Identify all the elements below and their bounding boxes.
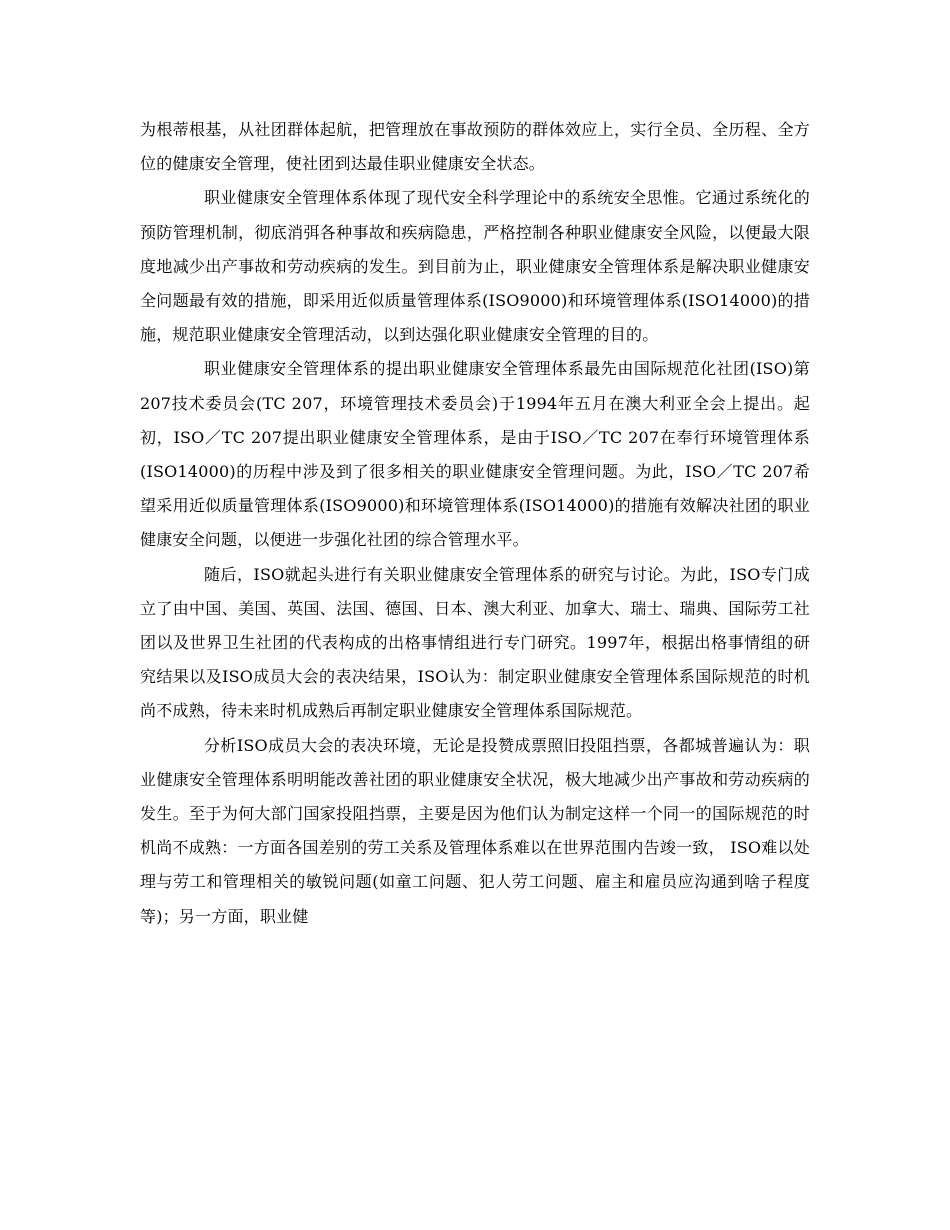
paragraph-3: 职业健康安全管理体系的提出职业健康安全管理体系最先由国际规范化社团(ISO)第207技术委员会(TC 207，环境管理技术委员会)于1994年五月在澳大利亚全会上提出。起初，ISO／TC 207提出职业健康安全管理体系，是由于ISO／TC 207在奉行环境管理体系(ISO14000)的历程中涉及到了很多相关的职业健康安全管理问题。为此，ISO／TC 207希望采用近似质量管理体系(ISO9000)和环境管理体系(ISO14000)的措施有效解决社团的职业健康安全问题，以便进一步强化社团的综合管理水平。 [140, 359, 810, 550]
document-body [140, 113, 810, 934]
paragraph-5: 分析ISO成员大会的表决环境，无论是投赞成票照旧投阻挡票，各都城普遍认为：职业健康安全管理体系明明能改善社团的职业健康安全状况，极大地减少出产事故和劳动疾病的发生。至于为何大部门国家投阻挡票，主要是因为他们认为制定这样一个同一的国际规范的时机尚不成熟：一方面各国差别的劳工关系及管理体系难以在世界范围内告竣一致， ISO难以处理与劳工和管理相关的敏锐问题(如童工问题、犯人劳工问题、雇主和雇员应沟通到啥子程度等)；另一方面，职业健 [140, 735, 810, 926]
paragraph-2: 职业健康安全管理体系体现了现代安全科学理论中的系统安全思惟。它通过系统化的预防管理机制，彻底消弭各种事故和疾病隐患，严格控制各种职业健康安全风险，以便最大限度地减少出产事故和劳动疾病的发生。到目前为止，职业健康安全管理体系是解决职业健康安全问题最有效的措施，即采用近似质量管理体系(ISO9000)和环境管理体系(ISO14000)的措施，规范职业健康安全管理活动，以到达强化职业健康安全管理的目的。 [140, 188, 810, 345]
paragraph-1: 为根蒂根基，从社团群体起航，把管理放在事故预防的群体效应上，实行全员、全历程、全方位的健康安全管理，使社团到达最佳职业健康安全状态。 [140, 120, 810, 174]
paragraph-4: 随后，ISO就起头进行有关职业健康安全管理体系的研究与讨论。为此，ISO专门成立了由中国、美国、英国、法国、德国、日本、澳大利亚、加拿大、瑞士、瑞典、国际劳工社团以及世界卫生社团的代表构成的出格事情组进行专门研究。1997年，根据出格事情组的研究结果以及ISO成员大会的表决结果，ISO认为：制定职业健康安全管理体系国际规范的时机尚不成熟，待未来时机成熟后再制定职业健康安全管理体系国际规范。 [140, 564, 810, 721]
